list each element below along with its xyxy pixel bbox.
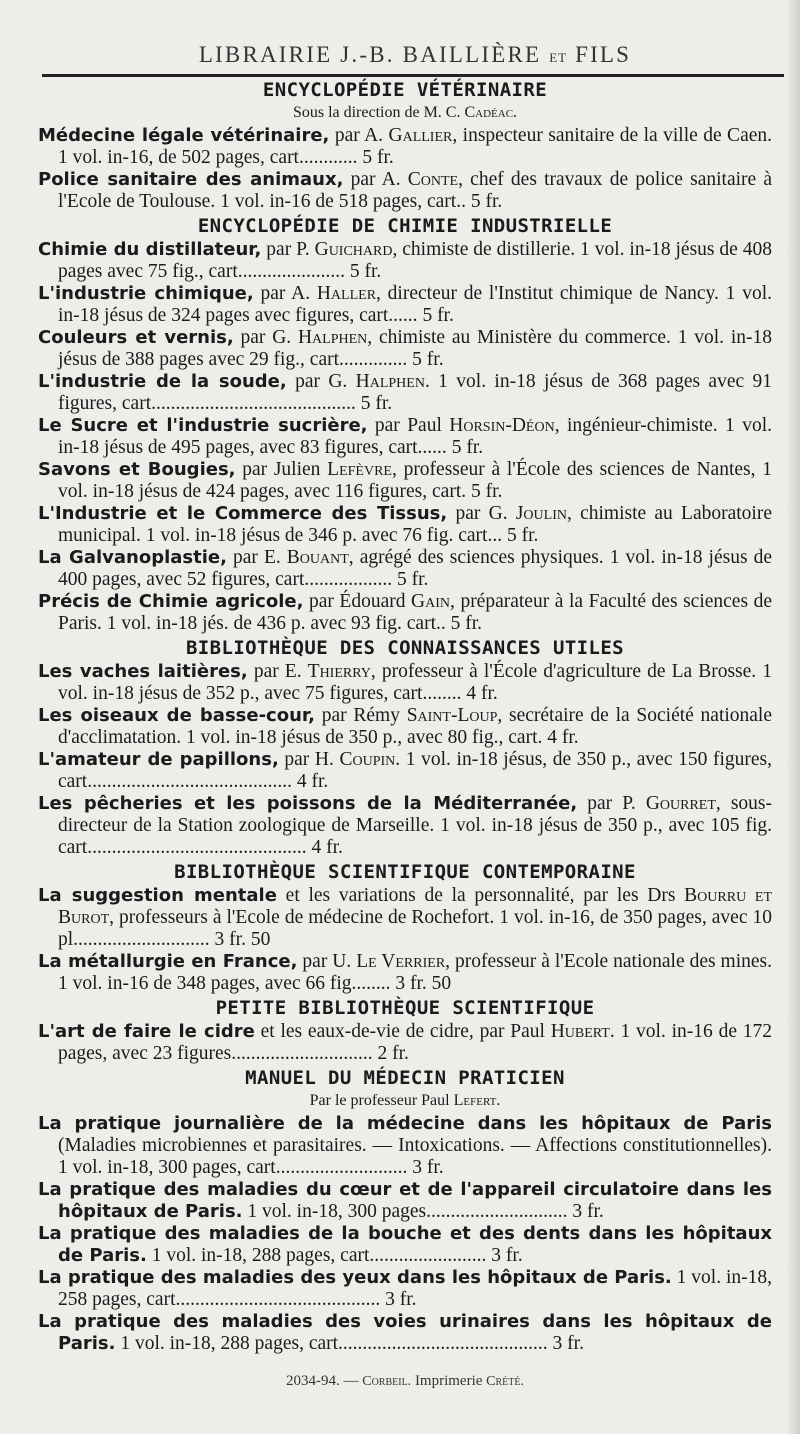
book-by: par E. bbox=[247, 661, 308, 682]
book-price: 3 fr. bbox=[412, 1157, 444, 1178]
book-price: 5 fr. bbox=[412, 349, 444, 370]
page-edge-shadow bbox=[786, 0, 800, 1434]
book-title: La Galvanoplastie, bbox=[38, 547, 227, 568]
subtitle-director: Lefert. bbox=[453, 1092, 501, 1109]
book-details: . 1 vol. in-18 jésus, de 350 p., avec 150 figures, cart.......................................... bbox=[58, 749, 772, 792]
book-author: Lefèvre bbox=[327, 459, 392, 480]
book-price: 2 fr. bbox=[377, 1043, 409, 1064]
book-title: La métallurgie en France, bbox=[38, 951, 298, 972]
book-price: 3 fr. bbox=[491, 1245, 523, 1266]
book-entry bbox=[38, 1113, 772, 1179]
book-entry bbox=[38, 749, 772, 793]
colophon-number: 2034-94. — bbox=[285, 1373, 359, 1389]
section-subtitle bbox=[38, 1091, 772, 1111]
book-author: Bourru et Burot bbox=[58, 885, 773, 928]
book-entry bbox=[38, 1223, 772, 1267]
book-price: 4 fr. bbox=[296, 771, 329, 792]
book-price: 4 fr. bbox=[466, 683, 498, 704]
book-price: 4 fr. bbox=[547, 727, 579, 748]
book-author: Gallier bbox=[388, 125, 453, 146]
book-details: 1 vol. in-18, 258 pages, cart.......................................... bbox=[58, 1267, 772, 1310]
book-title: Les oiseaux de basse-cour, bbox=[38, 705, 315, 726]
book-price: 5 fr. bbox=[471, 481, 503, 502]
book-details: 1 vol. in-18, 288 pages, cart........................ bbox=[146, 1245, 487, 1266]
section-subtitle bbox=[38, 103, 772, 123]
book-details: , chimiste de distillerie. 1 vol. in-18 jésus de 408 pages avec 75 fig., cart...................... bbox=[58, 239, 772, 282]
book-title: La pratique des maladies des yeux dans les hôpitaux de Paris. bbox=[38, 1267, 672, 1288]
book-price: 5 fr. bbox=[451, 437, 484, 458]
book-by: par P. bbox=[261, 239, 315, 260]
book-by: par Rémy bbox=[314, 705, 407, 726]
book-title: Couleurs et vernis, bbox=[38, 327, 234, 348]
book-title: Les pêcheries et les poissons de la Méditerranée, bbox=[38, 793, 578, 814]
book-entry bbox=[38, 793, 772, 859]
book-author: Guichard bbox=[314, 239, 393, 260]
book-details: . 1 vol. in-18 jésus de 368 pages avec 91 figures, cart.......................................... bbox=[58, 371, 772, 414]
book-details: , professeur à l'École d'agriculture de La Brosse. 1 vol. in-18 jésus de 352 p., avec 75 figures, cart........ bbox=[58, 661, 772, 704]
book-details: , préparateur à la Faculté des sciences de Paris. 1 vol. in-18 jés. de 436 p. avec 93 fig. cart.. bbox=[58, 591, 772, 634]
book-title: La pratique des maladies des voies urinaires dans les hôpitaux de Paris. bbox=[38, 1311, 772, 1354]
book-by: par Paul bbox=[367, 415, 450, 436]
book-entry bbox=[38, 327, 772, 371]
book-title: L'industrie chimique, bbox=[38, 283, 254, 304]
book-author: Halphen bbox=[355, 371, 425, 392]
book-author: Haller bbox=[316, 283, 377, 304]
book-entry bbox=[38, 661, 772, 705]
book-author: Horsin-Déon bbox=[449, 415, 555, 436]
book-price: 5 fr. bbox=[396, 569, 429, 590]
book-title: Les vaches laitières, bbox=[38, 661, 248, 682]
book-author: Bouant bbox=[286, 547, 349, 568]
book-title: La suggestion mentale bbox=[38, 885, 277, 906]
book-details: , ingénieur-chimiste. 1 vol. in-18 jésus de 495 pages, avec 83 figures, cart...... bbox=[58, 415, 772, 458]
subtitle-director: Cadéac. bbox=[464, 104, 518, 121]
book-entry bbox=[38, 415, 772, 459]
book-price: 3 fr. 50 bbox=[214, 929, 271, 950]
book-entry bbox=[38, 125, 772, 169]
book-title: La pratique des maladies de la bouche et des dents dans les hôpitaux de Paris. bbox=[38, 1223, 772, 1266]
book-entry bbox=[38, 459, 772, 503]
book-price: 5 fr. bbox=[360, 393, 393, 414]
book-by: par A. bbox=[329, 125, 389, 146]
book-title: L'art de faire le cidre bbox=[38, 1021, 255, 1042]
book-title: L'industrie de la soude, bbox=[38, 371, 287, 392]
book-details: (Maladies microbiennes et parasitaires. — Intoxications. — Affections constitutionnelles). 1 vol. in-18, 300 pages, cart........................... bbox=[58, 1135, 772, 1178]
book-entry bbox=[38, 547, 772, 591]
book-title: La pratique des maladies du cœur et de l'appareil circulatoire dans les hôpitaux de Paris. bbox=[38, 1179, 772, 1222]
book-author: Conte bbox=[407, 169, 459, 190]
book-entry bbox=[38, 1311, 772, 1355]
book-entry bbox=[38, 371, 772, 415]
book-by: par G. bbox=[233, 327, 298, 348]
book-price: 5 fr. bbox=[506, 525, 539, 546]
book-by: par G. bbox=[286, 371, 356, 392]
running-title: LIBRAIRIE J.-B. BAILLIÈRE bbox=[198, 42, 542, 67]
book-by: par Édouard bbox=[303, 591, 412, 612]
book-details: , chimiste au Laboratoire municipal. 1 vol. in-18 jésus de 346 p. avec 76 fig. cart... bbox=[58, 503, 772, 546]
book-title: Police sanitaire des animaux, bbox=[38, 169, 344, 190]
running-et: ET bbox=[549, 50, 568, 65]
section-title: MANUEL DU MÉDECIN PRATICIEN bbox=[245, 1067, 565, 1089]
colophon-printer-name: Crété. bbox=[486, 1374, 525, 1389]
book-title: L'Industrie et le Commerce des Tissus, bbox=[38, 503, 448, 524]
book-author: Joulin bbox=[515, 503, 567, 524]
book-entry bbox=[38, 239, 772, 283]
book-title: Le Sucre et l'industrie sucrière, bbox=[38, 415, 368, 436]
section-title: ENCYCLOPÉDIE VÉTÉRINAIRE bbox=[262, 79, 548, 101]
book-by: par P. bbox=[577, 793, 646, 814]
colophon bbox=[38, 1373, 772, 1390]
book-price: 3 fr. bbox=[552, 1333, 584, 1354]
book-by: par H. bbox=[278, 749, 340, 770]
book-title: Précis de Chimie agricole, bbox=[38, 591, 304, 612]
book-entry bbox=[38, 951, 772, 995]
book-by: par Julien bbox=[235, 459, 328, 480]
book-title: Médecine légale vétérinaire, bbox=[38, 125, 330, 146]
book-entry bbox=[38, 169, 772, 213]
book-details: , chef des travaux de police sanitaire à l'Ecole de Toulouse. 1 vol. in-16 de 518 pages, cart.. bbox=[58, 169, 773, 212]
book-details: , secrétaire de la Société nationale d'acclimatation. 1 vol. in-18 jésus de 350 p., avec 80 fig., cart. bbox=[58, 705, 773, 748]
book-entry bbox=[38, 503, 772, 547]
book-price: 5 fr. bbox=[470, 191, 503, 212]
book-author: Coupin bbox=[339, 749, 396, 770]
colophon-printer: Imprimerie bbox=[414, 1373, 483, 1389]
book-price: 5 fr. bbox=[450, 613, 483, 634]
running-header bbox=[38, 38, 772, 72]
book-title: Savons et Bougies, bbox=[38, 459, 236, 480]
book-price: 5 fr. bbox=[362, 147, 394, 168]
book-details: , professeur à l'École des sciences de Nantes, 1 vol. in-18 jésus de 424 pages, avec 116 figures, cart. bbox=[58, 459, 772, 502]
book-entry bbox=[38, 591, 772, 635]
book-by: par A. bbox=[343, 169, 408, 190]
book-by: par E. bbox=[226, 547, 287, 568]
running-tail: FILS bbox=[575, 42, 632, 67]
book-price: 4 fr. bbox=[311, 837, 343, 858]
book-entry bbox=[38, 1179, 772, 1223]
book-details: , sous-directeur de la Station zoologique de Marseille. 1 vol. in-18 jésus de 350 p., avec 105 fig. cart............................................. bbox=[58, 793, 772, 858]
book-author: Gain bbox=[411, 591, 451, 612]
book-price: 5 fr. bbox=[349, 261, 382, 282]
book-title: La pratique journalière de la médecine dans les hôpitaux de Paris bbox=[38, 1113, 772, 1134]
book-by: et les eaux-de-vie de cidre, par Paul bbox=[254, 1021, 551, 1042]
book-title: L'amateur de papillons, bbox=[38, 749, 279, 770]
book-price: 3 fr. bbox=[572, 1201, 604, 1222]
book-details: , inspecteur sanitaire de la ville de Caen. 1 vol. in-16, de 502 pages, cart............ bbox=[58, 125, 772, 168]
section-title: BIBLIOTHÈQUE DES CONNAISSANCES UTILES bbox=[185, 637, 625, 659]
book-details: . 1 vol. in-16 de 172 pages, avec 23 figures............................. bbox=[58, 1021, 773, 1064]
section-title: BIBLIOTHÈQUE SCIENTIFIQUE CONTEMPORAINE bbox=[174, 861, 636, 883]
book-by: par A. bbox=[253, 283, 317, 304]
book-author: Thierry bbox=[307, 661, 371, 682]
book-details: , professeurs à l'Ecole de médecine de Rochefort. 1 vol. in-16, de 350 pages, avec 10 pl............................ bbox=[58, 907, 772, 950]
section-title: PETITE BIBLIOTHÈQUE SCIENTIFIQUE bbox=[215, 997, 595, 1019]
book-price: 3 fr. bbox=[385, 1289, 417, 1310]
book-entry bbox=[38, 1267, 772, 1311]
book-entry bbox=[38, 705, 772, 749]
book-author: Saint-Loup bbox=[406, 705, 498, 726]
book-price: 3 fr. 50 bbox=[395, 973, 452, 994]
book-author: Halphen bbox=[297, 327, 368, 348]
book-author: Hubert bbox=[550, 1021, 610, 1042]
subtitle-text: Sous la direction de M. C. bbox=[292, 104, 461, 121]
book-by: et les variations de la personnalité, par les Drs bbox=[276, 885, 685, 906]
book-entry bbox=[38, 1021, 772, 1065]
section-title: ENCYCLOPÉDIE DE CHIMIE INDUSTRIELLE bbox=[197, 215, 613, 237]
book-details: , agrégé des sciences physiques. 1 vol. in-18 jésus de 400 pages, avec 52 figures, cart.................. bbox=[58, 547, 773, 590]
book-details: , professeur à l'Ecole nationale des mines. 1 vol. in-16 de 348 pages, avec 66 fig........ bbox=[58, 951, 772, 994]
book-by: par U. bbox=[297, 951, 357, 972]
book-author: Le Verrier bbox=[356, 951, 446, 972]
book-details: 1 vol. in-18, 300 pages............................. bbox=[242, 1201, 568, 1222]
book-author: Gourret bbox=[645, 793, 716, 814]
book-details: , directeur de l'Institut chimique de Nancy. 1 vol. in-18 jésus de 324 pages avec figures, cart...... bbox=[58, 283, 772, 326]
book-price: 5 fr. bbox=[422, 305, 454, 326]
book-entry bbox=[38, 885, 772, 951]
book-details: 1 vol. in-18, 288 pages, cart........................................... bbox=[115, 1333, 548, 1354]
book-title: Chimie du distillateur, bbox=[38, 239, 262, 260]
book-by: par G. bbox=[447, 503, 516, 524]
book-entry bbox=[38, 283, 772, 327]
book-details: , chimiste au Ministère du commerce. 1 vol. in-18 jésus de 388 pages avec 29 fig., cart.............. bbox=[58, 327, 772, 370]
subtitle-text: Par le professeur Paul bbox=[309, 1092, 450, 1109]
colophon-place: Corbeil. bbox=[362, 1374, 412, 1389]
catalogue-sections bbox=[38, 77, 772, 1355]
